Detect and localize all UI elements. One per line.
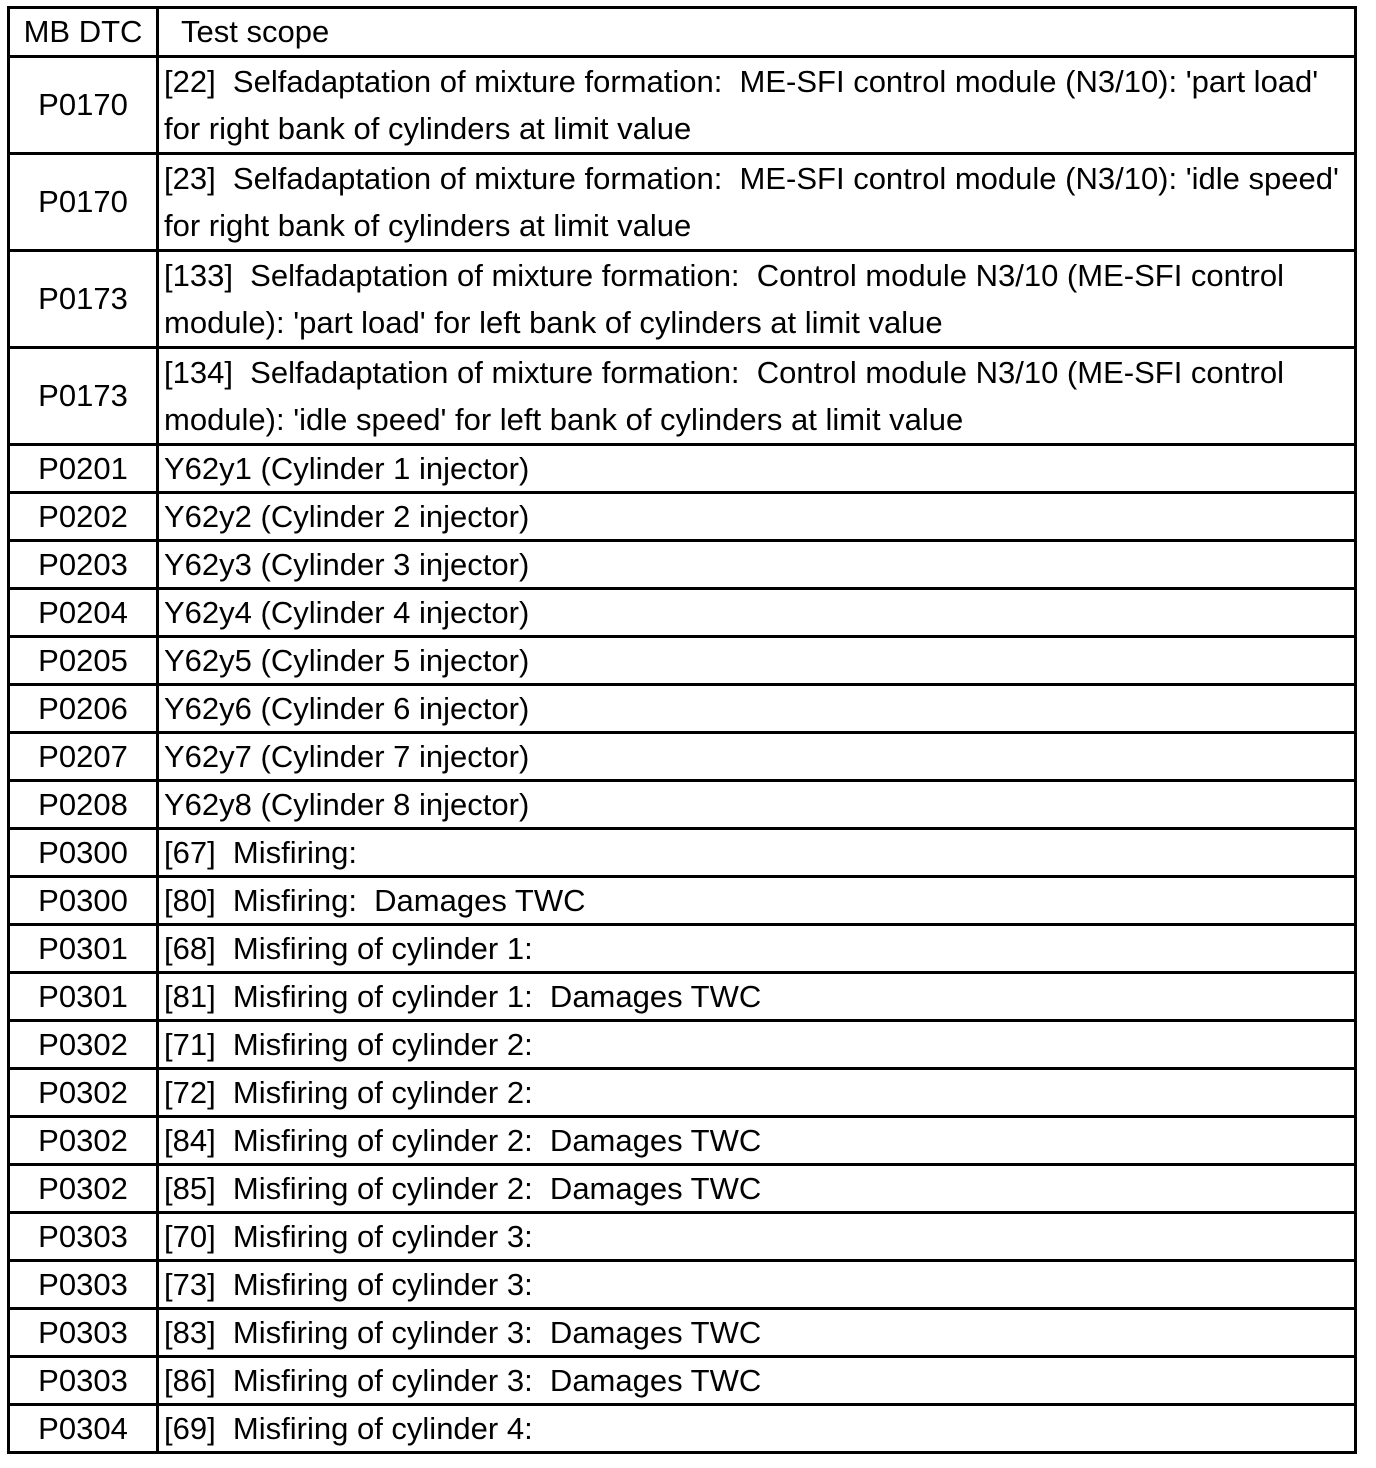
table-row [9, 637, 1356, 685]
test-scope-cell: Y62y8 (Cylinder 8 injector) [158, 781, 1356, 829]
test-scope-cell: Y62y4 (Cylinder 4 injector) [158, 589, 1356, 637]
dtc-code-cell: P0303 [9, 1213, 158, 1261]
table-row [9, 1021, 1356, 1069]
test-scope-cell: Y62y7 (Cylinder 7 injector) [158, 733, 1356, 781]
dtc-code-cell: P0201 [9, 445, 158, 493]
dtc-table [7, 6, 1357, 1454]
table-row [9, 541, 1356, 589]
table-row [9, 1069, 1356, 1117]
table-row [9, 445, 1356, 493]
test-scope-cell: [86] Misfiring of cylinder 3: Damages TWC [158, 1357, 1356, 1405]
test-scope-cell: [80] Misfiring: Damages TWC [158, 877, 1356, 925]
table-row [9, 1261, 1356, 1309]
table-row [9, 925, 1356, 973]
test-scope-cell: Y62y3 (Cylinder 3 injector) [158, 541, 1356, 589]
test-scope-cell: [84] Misfiring of cylinder 2: Damages TWC [158, 1117, 1356, 1165]
test-scope-cell: [71] Misfiring of cylinder 2: [158, 1021, 1356, 1069]
table-row [9, 829, 1356, 877]
dtc-code-cell: P0205 [9, 637, 158, 685]
dtc-code-cell: P0303 [9, 1309, 158, 1357]
table-row [9, 685, 1356, 733]
header-test-scope: Test scope [158, 8, 1356, 57]
test-scope-cell: [69] Misfiring of cylinder 4: [158, 1405, 1356, 1453]
test-scope-cell: [67] Misfiring: [158, 829, 1356, 877]
test-scope-cell: [70] Misfiring of cylinder 3: [158, 1213, 1356, 1261]
test-scope-cell: Y62y2 (Cylinder 2 injector) [158, 493, 1356, 541]
dtc-code-cell: P0303 [9, 1357, 158, 1405]
test-scope-cell: [83] Misfiring of cylinder 3: Damages TWC [158, 1309, 1356, 1357]
dtc-code-cell: P0203 [9, 541, 158, 589]
test-scope-cell: [22] Selfadaptation of mixture formation: ME-SFI control module (N3/10): 'part load' for right bank of cylinders at limit value [158, 57, 1356, 154]
table-row [9, 733, 1356, 781]
table-row [9, 1405, 1356, 1453]
test-scope-cell: Y62y5 (Cylinder 5 injector) [158, 637, 1356, 685]
table-row [9, 589, 1356, 637]
table-row [9, 1309, 1356, 1357]
test-scope-cell: [68] Misfiring of cylinder 1: [158, 925, 1356, 973]
dtc-code-cell: P0208 [9, 781, 158, 829]
dtc-code-cell: P0170 [9, 154, 158, 251]
dtc-code-cell: P0302 [9, 1165, 158, 1213]
table-row [9, 154, 1356, 251]
dtc-code-cell: P0206 [9, 685, 158, 733]
test-scope-cell: [23] Selfadaptation of mixture formation: ME-SFI control module (N3/10): 'idle speed' for right bank of cylinders at limit value [158, 154, 1356, 251]
test-scope-cell: [72] Misfiring of cylinder 2: [158, 1069, 1356, 1117]
dtc-code-cell: P0302 [9, 1069, 158, 1117]
table-row [9, 1117, 1356, 1165]
header-row [9, 8, 1356, 57]
test-scope-cell: [81] Misfiring of cylinder 1: Damages TWC [158, 973, 1356, 1021]
dtc-code-cell: P0301 [9, 925, 158, 973]
table-row [9, 348, 1356, 445]
dtc-code-cell: P0204 [9, 589, 158, 637]
table-row [9, 877, 1356, 925]
table-row [9, 1165, 1356, 1213]
dtc-code-cell: P0302 [9, 1117, 158, 1165]
test-scope-cell: [133] Selfadaptation of mixture formation: Control module N3/10 (ME-SFI control module): 'part load' for left bank of cylinders at limit value [158, 251, 1356, 348]
dtc-code-cell: P0300 [9, 877, 158, 925]
dtc-code-cell: P0173 [9, 348, 158, 445]
test-scope-cell: [85] Misfiring of cylinder 2: Damages TWC [158, 1165, 1356, 1213]
dtc-code-cell: P0303 [9, 1261, 158, 1309]
table-row [9, 1213, 1356, 1261]
dtc-code-cell: P0304 [9, 1405, 158, 1453]
table-row [9, 781, 1356, 829]
table-row [9, 1357, 1356, 1405]
dtc-code-cell: P0302 [9, 1021, 158, 1069]
dtc-code-cell: P0207 [9, 733, 158, 781]
test-scope-cell: Y62y1 (Cylinder 1 injector) [158, 445, 1356, 493]
test-scope-cell: [134] Selfadaptation of mixture formation: Control module N3/10 (ME-SFI control module): 'idle speed' for left bank of cylinders at limit value [158, 348, 1356, 445]
table-row [9, 251, 1356, 348]
test-scope-cell: [73] Misfiring of cylinder 3: [158, 1261, 1356, 1309]
header-mb-dtc: MB DTC [9, 8, 158, 57]
dtc-code-cell: P0300 [9, 829, 158, 877]
dtc-code-cell: P0173 [9, 251, 158, 348]
table-row [9, 57, 1356, 154]
test-scope-cell: Y62y6 (Cylinder 6 injector) [158, 685, 1356, 733]
table-row [9, 973, 1356, 1021]
dtc-code-cell: P0301 [9, 973, 158, 1021]
table-row [9, 493, 1356, 541]
dtc-code-cell: P0202 [9, 493, 158, 541]
table-header [9, 8, 1356, 57]
table-body [9, 57, 1356, 1453]
dtc-code-cell: P0170 [9, 57, 158, 154]
